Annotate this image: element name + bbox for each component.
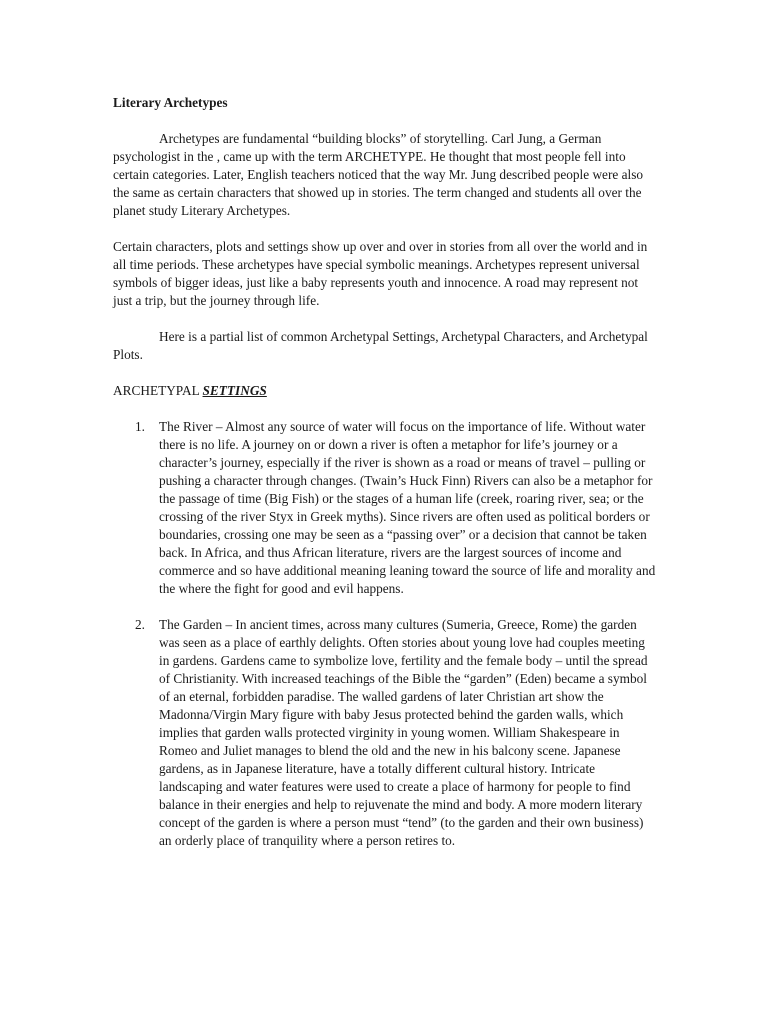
intro-paragraph: Archetypes are fundamental “building blocks” of storytelling. Carl Jung, a German psychologist in the , came up with the term ARCHETYPE. He thought that most people fell into certain categories. Later, English teachers noticed that the way Mr. Jung described people were also the same as certain characters that showed up in stories. The term changed and students all over the planet study Literary Archetypes. xyxy=(113,131,644,218)
document-title: Literary Archetypes xyxy=(113,95,228,110)
list-item xyxy=(113,418,658,598)
list-item-number: 1. xyxy=(135,419,145,434)
archetypes-paragraph: Certain characters, plots and settings show up over and over in stories from all over the world and in all time periods. These archetypes have special symbolic meanings. Archetypes represent universal symbols of bigger ideas, just like a baby represents youth and innocence. A road may represent not just a trip, but the journey through life. xyxy=(113,239,648,308)
settings-list xyxy=(113,418,658,850)
list-item-text: The River – Almost any source of water will focus on the importance of life. Without water there is no life. A journey on or down a river is often a metaphor for life’s journey or a character’s journey, especially if the river is shown as a road or means of travel – pulling or pushing a character through changes. (Twain’s Huck Finn) Rivers can also be a metaphor for the passage of time (Big Fish) or the stages of a human life (creek, roaring river, sea; or the crossing of the river Styx in Greek myths). Since rivers are often used as political borders or boundaries, crossing one may be seen as a “passing over” or a decision that cannot be taken back. In Africa, and thus African literature, rivers are the largest sources of income and commerce and so have additional meaning leaning toward the source of life and morality and the where the fight for good and evil happens. xyxy=(159,419,656,596)
section-heading xyxy=(113,382,658,400)
list-item xyxy=(113,616,658,850)
section-heading-prefix: ARCHETYPAL xyxy=(113,383,203,398)
document-body xyxy=(113,94,658,868)
list-intro-paragraph: Here is a partial list of common Archetypal Settings, Archetypal Characters, and Archetypal Plots. xyxy=(113,329,648,362)
list-item-text: The Garden – In ancient times, across many cultures (Sumeria, Greece, Rome) the garden was seen as a place of earthly delights. Often stories about young love had couples meeting in gardens. Gardens came to symbolize love, fertility and the female body – until the spread of Christianity. With increased teachings of the Bible the “garden” (Eden) became a symbol of an eternal, forbidden paradise. The walled gardens of later Christian art show the Madonna/Virgin Mary figure with baby Jesus protected behind the garden walls, which implies that garden walls protected virginity in young women. William Shakespeare in Romeo and Juliet manages to blend the old and the new in his balcony scene. Japanese gardens, as in Japanese literature, have a totally different cultural history. Intricate landscaping and water features were used to create a place of harmony for people to find balance in their energies and help to rejuvenate the mind and body. A more modern literary concept of the garden is where a person must “tend” (to the garden and their own business) an orderly place of tranquility where a person retires to. xyxy=(159,617,648,848)
list-item-number: 2. xyxy=(135,617,145,632)
section-heading-emphasis: SETTINGS xyxy=(202,383,267,398)
